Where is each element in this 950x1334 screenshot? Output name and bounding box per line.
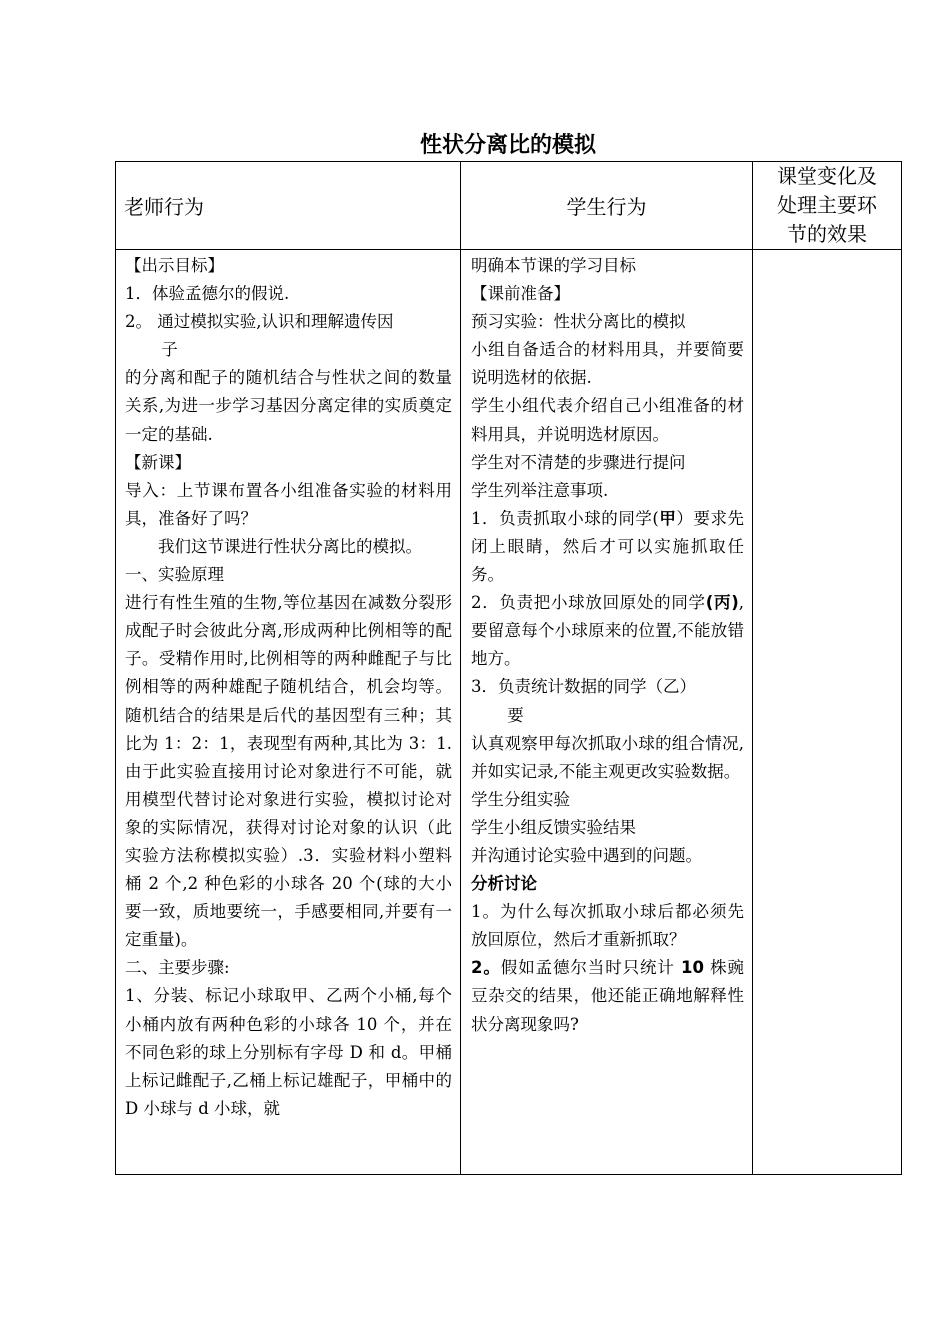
teacher-line: 的分离和配子的随机结合与性状之间的数量关系,为进一步学习基因分离定律的实质奠定一定的基础. <box>125 368 452 444</box>
header-effect-line: 节的效果 <box>787 222 867 246</box>
student-line: 明确本节课的学习目标 <box>471 256 636 275</box>
student-bold-text: 2。 <box>471 958 501 978</box>
lesson-table <box>115 161 902 1175</box>
teacher-line: 子 <box>161 340 178 360</box>
student-line: 学生对不清楚的步骤进行提问 <box>471 452 686 472</box>
student-text: ）要求先闭上眼睛，然后才可以实施抓取任务。 <box>471 508 745 585</box>
effect-text <box>753 250 901 252</box>
teacher-line: 二、主要步骤: <box>125 958 230 978</box>
student-section-heading: 分析讨论 <box>471 874 537 894</box>
teacher-line: 2。 通过模拟实验,认识和理解遗传因 <box>125 312 394 332</box>
student-line: 预习实验：性状分离比的模拟 <box>471 312 686 332</box>
teacher-line: 一、实验原理 <box>125 565 224 585</box>
page-title: 性状分离比的模拟 <box>419 133 596 158</box>
student-line: 并沟通讨论实验中遇到的问题。 <box>471 845 702 865</box>
student-line: 学生小组反馈实验结果 <box>471 817 636 837</box>
student-line: 要 <box>507 705 524 725</box>
teacher-line: 我们这节课进行性状分离比的模拟。 <box>158 536 422 556</box>
student-cell <box>461 250 753 1175</box>
table-header-row <box>116 162 902 250</box>
student-text: ,要留意每个小球原来的位置,不能放错地方。 <box>471 593 744 669</box>
student-line: 学生列举注意事项. <box>471 480 609 500</box>
student-line <box>471 954 744 1038</box>
teacher-line: 导入：上节课布置各小组准备实验的材料用具，准备好了吗？ <box>125 480 452 528</box>
student-bold-text: (丙) <box>705 593 739 613</box>
student-line <box>471 589 744 673</box>
student-line: 3．负责统计数据的同学（乙） <box>471 677 696 697</box>
teacher-line: 1、分装、标记小球取甲、乙两个小桶,每个小桶内放有两种色彩的小球各 10 个，并在不同色彩的球上分别标有字母 D 和 d。甲桶上标记雌配子,乙桶上标记雄配子，甲桶中的 D 小球与 d 小球，就 <box>125 986 452 1118</box>
teacher-cell <box>116 250 461 1175</box>
header-effect-line: 课堂变化及 <box>777 164 877 188</box>
student-text: 2．负责把小球放回原处的同学 <box>471 593 706 613</box>
teacher-line: 1．体验孟德尔的假说. <box>125 284 290 304</box>
header-student: 学生行为 <box>461 162 753 250</box>
effect-cell <box>753 250 902 1175</box>
student-line: 【课前准备】 <box>471 284 570 304</box>
student-line: 1。为什么每次抓取小球后都必须先放回原位，然后才重新抓取？ <box>471 902 744 950</box>
header-teacher: 老师行为 <box>116 162 461 250</box>
header-effect-line: 处理主要环 <box>777 193 877 217</box>
teacher-line: 【新课】 <box>125 452 191 472</box>
student-bold-text: 甲 <box>658 508 677 528</box>
student-text: 株豌豆杂交的结果，他还能正确地解释性状分离现象吗? <box>471 958 745 1034</box>
student-line <box>471 505 744 589</box>
teacher-line: 进行有性生殖的生物,等位基因在减数分裂形成配子时会彼此分离,形成两种比例相等的配子。受精作用时,比例相等的两种雌配子与比例相等的两种雄配子随机结合，机会均等。随机结合的结果是后代的基因型有三种；其比为 1：2：1，表现型有两种,其比为 3：1.由于此实验直接用讨论对象进行不可能，就用模型代替讨论对象进行实验，模拟讨论对象的实际情况，获得对讨论对象的认识（此实验方法称模拟实验）.3．实验材料小塑料桶 2 个,2 种色彩的小球各 20 个(球的大小要一致，质地要统一，手感要相同,并要有一定重量)。 <box>125 593 452 950</box>
student-text: 假如孟德尔当时只统计 <box>500 958 681 978</box>
student-line: 学生小组代表介绍自己小组准备的材料用具，并说明选材原因。 <box>471 396 744 444</box>
student-line: 小组自备适合的材料用具，并要简要说明选材的依据. <box>471 340 744 388</box>
student-text: 1．负责抓取小球的同学( <box>471 508 659 528</box>
student-line: 学生分组实验 <box>471 789 570 809</box>
student-bold-text: 10 <box>680 958 704 978</box>
teacher-line: 【出示目标】 <box>125 256 224 275</box>
table-body-row <box>116 250 902 1175</box>
student-line: 认真观察甲每次抓取小球的组合情况,并如实记录,不能主观更改实验数据。 <box>471 733 744 781</box>
header-effect <box>753 162 902 250</box>
